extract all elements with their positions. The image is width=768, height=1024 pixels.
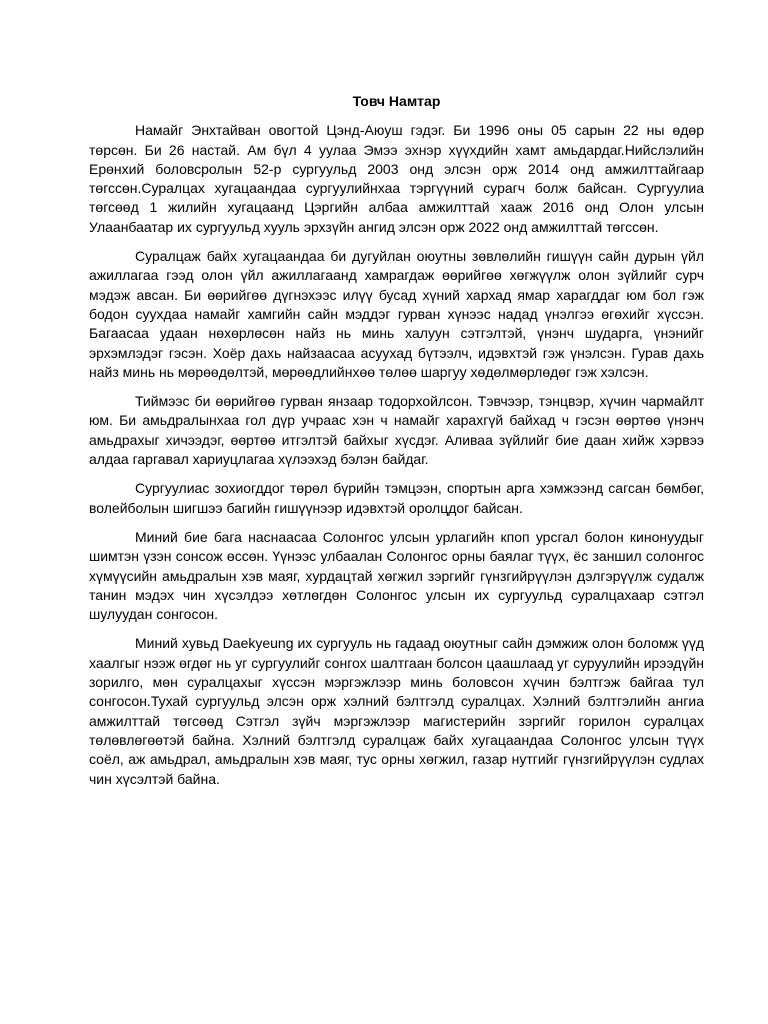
paragraph-intro: Намайг Энхтайван овогтой Цэнд-Аюуш гэдэг. Би 1996 оны 05 сарын 22 ны өдөр төрсөн. Би 26 настай. Ам бүл 4 уулаа Эмээ эхнэр хүүхдийн хамт амьдардаг.Нийслэлийн Ерөнхий боловсролын 52-р сургуульд 2003 онд элсэн орж 2014 онд амжилттайгаар төгссөн.Суралцах хугацаандаа сургуулийнхаа тэргүүний сурагч болж байсан. Сургуулиа төгсөөд 1 жилийн хугацаанд Цэргийн албаа амжилттай хааж 2016 онд Олон улсын Улаанбаатар их сургуульд хууль эрхзүйн ангид элсэн орж 2022 онд амжилттай төгссөн. (89, 122, 704, 235)
paragraph-korea-interest: Миний бие бага наснаасаа Солонгос улсын урлагийн кпоп урсгал болон кинонуудыг шимтэн үзэн сонсож өссөн. Үүнээс улбаалан Солонгос орны баялаг түүх, ёс заншил солонгос хүмүүсийн амьдралын хэв маяг, хурдацтай хөгжил зэргийг гүнзгийрүүлэн дэлгэрүүлж судалж танин мэдэх чин хүсэлдээ хөтлөгдөн Солонгос улсын их сургуульд суралцахаар сэтгэл шулуудан сонгосон. (89, 528, 704, 623)
paragraph-sports: Сургуулиас зохиогддог төрөл бүрийн тэмцээн, спортын арга хэмжээнд сагсан бөмбөг, волейболын шигшээ багийн гишүүнээр идэвхтэй оролцдог байсан. (89, 480, 704, 516)
paragraph-university-choice: Миний хувьд Daekyeung их сургууль нь гадаад оюутныг сайн дэмжиж олон боломж үүд хаалгыг нээж өгдөг нь уг сургуулийг сонгох шалтгаан болсон цаашлаад уг суруулийн ирээдүйн зорилго, мөн суралцахыг хүссэн мэргэжлээр минь боловсон хүчин бэлтгэж байгаа тул сонгосон.Тухай сургуульд элсэн орж хэлний бэлтгэлд суралцах. Хэлний бэлтгэлийн ангиа амжилттай төгсөөд Сэтгэл зүйч мэргэжлээр магистерийн зэргийг горилон суралцах төлөвлөгөөтэй байна. Хэлний бэлтгэлд суралцаж байх хугацаандаа Солонгос улсын түүх соёл, аж амьдрал, амьдралын хэв маяг, тус орны хөгжил, газар нутгийг гүнзгийрүүлэн судлах чин хүсэлтэй байна. (89, 635, 704, 787)
paragraph-student-life: Суралцаж байх хугацаандаа би дугуйлан оюутны зөвлөлийн гишүүн сайн дурын үйл ажиллагаа гээд олон үйл ажиллагаанд хамрагдаж өөрийгөө хөгжүүлж олон зүйлийг сурч мэдэж авсан. Би өөрийгөө дүгнэхээс илүү бусад хүний хархад ямар харагддаг юм бол гэж бодон суухдаа намайг хамгийн сайн мэддэг гурван хүнээс надад үнэлгээ өгөхийг хүссэн. Багаасаа удаан нөхөрлөсөн найз нь минь халуун сэтгэлтэй, үнэнч шударга, үнэнийг эрхэмлэдэг гэсэн. Хоёр дахь найзаасаа асуухад бүтээлч, идэвхтэй гэж үнэлсэн. Гурав дахь найз минь нь мөрөөдөлтэй, мөрөөдлийнхөө төлөө шаргуу хөдөлмөрлөдөг гэж хэлсэн. (89, 248, 704, 380)
document-title: Товч Намтар (352, 93, 441, 109)
document-page (89, 92, 704, 799)
paragraph-self-definition: Тиймээс би өөрийгөө гурван янзаар тодорхойлсон. Тэвчээр, тэнцвэр, хүчин чармайлт юм. Би амьдралынхаа гол дүр учраас хэн ч намайг харахгүй байхад ч гэсэн өөртөө үнэнч амьдрахыг хичээдэг, өөртөө итгэлтэй байхыг хүсдэг. Аливаа зүйлийг бие даан хийж хэрвээ алдаа гаргавал хариуцлагаа хүлээхэд бэлэн байдаг. (89, 393, 704, 468)
